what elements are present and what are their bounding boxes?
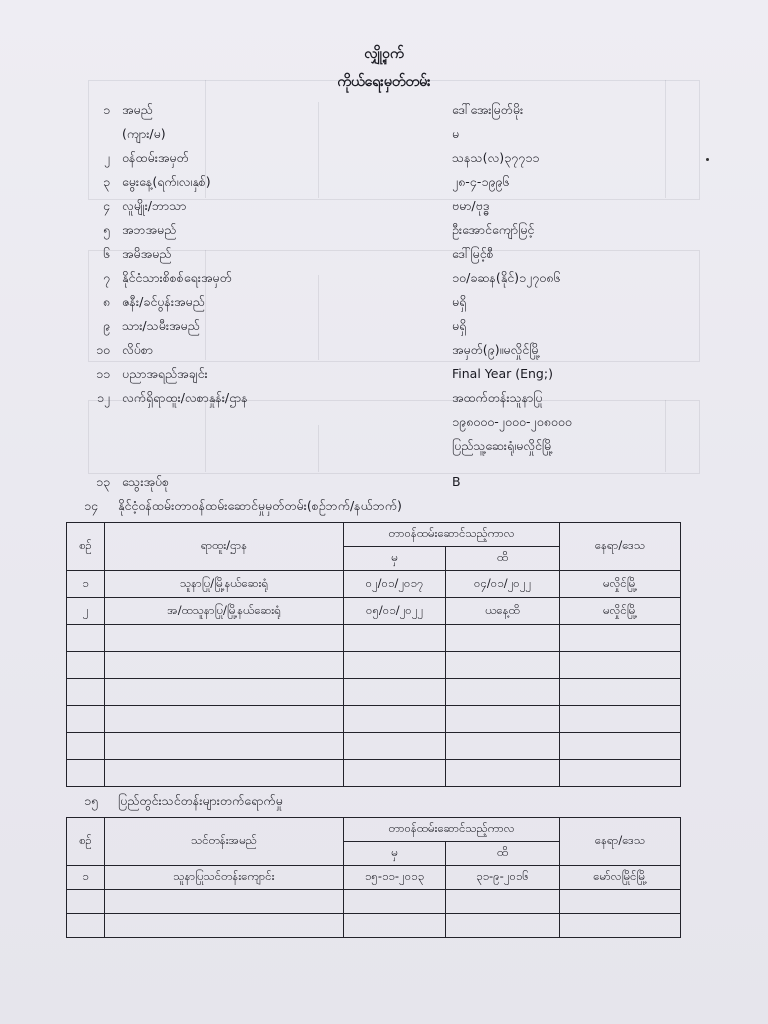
table-row xyxy=(67,652,681,679)
cell-position xyxy=(105,652,344,679)
field-number: ၃ xyxy=(102,174,110,189)
cell-from: ၁၅-၁၁-၂၀၁၃ xyxy=(344,866,446,890)
cell-from xyxy=(344,652,446,679)
field-number: ၇ xyxy=(102,270,110,285)
field-value: B xyxy=(452,474,461,489)
table-row xyxy=(67,598,681,625)
bleed-through-line xyxy=(665,80,666,198)
cell-position xyxy=(105,679,344,706)
cell-location xyxy=(560,652,681,679)
bleed-through-line xyxy=(665,400,666,472)
bleed-through-line xyxy=(318,275,319,360)
field-label: သွေးအုပ်စု xyxy=(122,474,170,489)
col-header-period: တာဝန်ထမ်းဆောင်သည့်ကာလ xyxy=(344,818,560,842)
cell-position: အ/ထသူနာပြု/မြို့နယ်ဆေးရုံ xyxy=(105,598,344,625)
table-row xyxy=(67,571,681,598)
field-number: ၁၁ xyxy=(95,366,110,381)
field-value: အမှတ်(၉)။မလှိုင်မြို့ xyxy=(452,342,541,357)
training-record-table xyxy=(66,817,681,938)
table-row xyxy=(67,890,681,914)
cell-to: ၃၁-၉-၂၀၁၆ xyxy=(446,866,560,890)
cell-course xyxy=(105,890,344,914)
cell-to xyxy=(446,733,560,760)
cell-no: ၂ xyxy=(67,598,105,625)
field-value: မရှိ xyxy=(452,294,467,309)
cell-from xyxy=(344,914,446,938)
cell-location xyxy=(560,679,681,706)
cell-from xyxy=(344,890,446,914)
bleed-through-line xyxy=(318,102,319,198)
col-header-from: မှ xyxy=(344,547,446,571)
cell-from xyxy=(344,760,446,787)
field-value: ဦးအောင်ကျော်မြင့် xyxy=(452,222,535,237)
field-value: ပြည်သူ့ဆေးရုံ၊မလှိုင်မြို့ xyxy=(452,438,554,453)
field-label: သား/သမီးအမည် xyxy=(122,318,200,333)
field-label: လက်ရှိရာထူး/လစာနှုန်း/ဌာန xyxy=(122,390,248,405)
field-value: မ xyxy=(452,126,460,141)
cell-no xyxy=(67,706,105,733)
cell-location xyxy=(560,625,681,652)
cell-to xyxy=(446,679,560,706)
field-value: Final Year (Eng;) xyxy=(452,366,553,381)
field-label: မွေးနေ့(ရက်၊လ၊နှစ်) xyxy=(122,174,211,189)
cell-from xyxy=(344,679,446,706)
bleed-through-line xyxy=(318,425,319,472)
field-number: ၄ xyxy=(102,198,110,213)
field-number: ၂ xyxy=(103,150,110,165)
field-number: ၁၂ xyxy=(96,390,110,405)
cell-no xyxy=(67,679,105,706)
field-label: (ကျား/မ) xyxy=(122,126,166,141)
field-label: အဘအမည် xyxy=(122,222,177,237)
cell-to: ၀၄/၀၁/၂၀၂၂ xyxy=(446,571,560,598)
cell-no xyxy=(67,914,105,938)
col-header-no: စဉ် xyxy=(67,523,105,571)
col-header-to: ထိ xyxy=(446,842,560,866)
field-value: ၁၀/ခဆန(နိုင်)၁၂၇၀၈၆ xyxy=(452,270,561,285)
service-record-table xyxy=(66,522,681,787)
field-label: အမိအမည် xyxy=(122,246,172,261)
field-number: ၈ xyxy=(102,294,110,309)
col-header-location: နေရာ/ဒေသ xyxy=(560,818,681,866)
field-label: နိုင်ငံသားစိစစ်ရေးအမှတ် xyxy=(122,270,232,285)
field-value: အထက်တန်းသူနာပြု xyxy=(452,390,543,405)
cell-position: သူနာပြု/မြို့နယ်ဆေးရုံ xyxy=(105,571,344,598)
field-value: ၁၉၈၀၀၀-၂၀၀၀-၂၀၈၀၀၀ xyxy=(452,414,572,429)
field-value: ဒေါ်မြင့်စီ xyxy=(452,246,494,261)
cell-no xyxy=(67,625,105,652)
document-confidential-label: လျှို့ဝှက် xyxy=(364,46,404,62)
field-label: လိပ်စာ xyxy=(122,342,154,357)
field-label: လူမျိုး/ဘာသာ xyxy=(122,198,187,213)
table-row xyxy=(67,706,681,733)
cell-location xyxy=(560,890,681,914)
field-number: ၆ xyxy=(102,246,110,261)
cell-from xyxy=(344,625,446,652)
field-number: ၁၀ xyxy=(95,342,110,357)
cell-position xyxy=(105,625,344,652)
section-15-title: ပြည်တွင်းသင်တန်းများတက်ရောက်မှု xyxy=(118,793,283,808)
field-number: ၉ xyxy=(102,318,110,333)
cell-location xyxy=(560,760,681,787)
col-header-location: နေရာ/ဒေသ xyxy=(560,523,681,571)
cell-to: ယနေ့ထိ xyxy=(446,598,560,625)
field-number: ၁၃ xyxy=(95,474,110,489)
col-header-from: မှ xyxy=(344,842,446,866)
cell-no xyxy=(67,890,105,914)
cell-location: မလှိုင်မြို့ xyxy=(560,571,681,598)
col-header-course: သင်တန်းအမည် xyxy=(105,818,344,866)
table-row xyxy=(67,914,681,938)
cell-no xyxy=(67,733,105,760)
bleed-through-line xyxy=(205,400,206,472)
cell-position xyxy=(105,760,344,787)
cell-course xyxy=(105,914,344,938)
document-title: ကိုယ်ရေးမှတ်တမ်း xyxy=(337,74,431,90)
cell-location: မလှိုင်မြို့ xyxy=(560,598,681,625)
cell-from: ၀၂/၀၁/၂၀၁၇ xyxy=(344,571,446,598)
cell-location xyxy=(560,914,681,938)
table-row xyxy=(67,760,681,787)
cell-course: သူနာပြုသင်တန်းကျောင်း xyxy=(105,866,344,890)
table-row xyxy=(67,866,681,890)
bleed-through-table-3 xyxy=(88,400,700,474)
col-header-to: ထိ xyxy=(446,547,560,571)
table-row xyxy=(67,733,681,760)
table-row xyxy=(67,679,681,706)
field-label: ပညာအရည်အချင်း xyxy=(122,366,208,381)
field-value: မရှိ xyxy=(452,318,467,333)
cell-to xyxy=(446,625,560,652)
col-header-position: ရာထူး/ဌာန xyxy=(105,523,344,571)
field-value: ၂၈-၄-၁၉၉၆ xyxy=(452,174,510,189)
section-14-heading xyxy=(84,498,402,517)
field-label: ဇနီး/ခင်ပွန်းအမည် xyxy=(122,294,205,309)
cell-to xyxy=(446,914,560,938)
ink-speck xyxy=(706,158,709,161)
cell-from xyxy=(344,733,446,760)
cell-to xyxy=(446,706,560,733)
cell-no xyxy=(67,760,105,787)
cell-position xyxy=(105,733,344,760)
field-number: ၁ xyxy=(102,102,110,117)
field-value: ဒေါ်အေးမြတ်မိုး xyxy=(452,102,524,117)
section-14-number: ၁၄ xyxy=(84,498,99,513)
cell-location: မော်လမြိုင်မြို့ xyxy=(560,866,681,890)
field-value: သနသ(လ)၃၇၇၁၁ xyxy=(452,150,540,165)
cell-location xyxy=(560,706,681,733)
cell-no: ၁ xyxy=(67,571,105,598)
table-row xyxy=(67,625,681,652)
cell-to xyxy=(446,652,560,679)
field-label: အမည် xyxy=(122,102,153,117)
cell-from: ၀၅/၀၁/၂၀၂၂ xyxy=(344,598,446,625)
section-15-heading xyxy=(84,793,283,812)
cell-to xyxy=(446,890,560,914)
cell-position xyxy=(105,706,344,733)
cell-no: ၁ xyxy=(67,866,105,890)
section-15-number: ၁၅ xyxy=(84,793,99,808)
section-14-title: နိုင်ငံ့ဝန်ထမ်းတာဝန်ထမ်းဆောင်မှုမှတ်တမ်း(စဉ်ဘက်/နယ်ဘက်) xyxy=(118,498,402,513)
cell-from xyxy=(344,706,446,733)
cell-no xyxy=(67,652,105,679)
cell-to xyxy=(446,760,560,787)
cell-location xyxy=(560,733,681,760)
field-label: ဝန်ထမ်းအမှတ် xyxy=(122,150,189,165)
field-value: ဗမာ/ဗုဒ္ဓ xyxy=(452,198,490,213)
bleed-through-line xyxy=(205,250,206,360)
field-number: ၅ xyxy=(102,222,110,237)
col-header-period: တာဝန်ထမ်းဆောင်သည့်ကာလ xyxy=(344,523,560,547)
col-header-no: စဉ် xyxy=(67,818,105,866)
